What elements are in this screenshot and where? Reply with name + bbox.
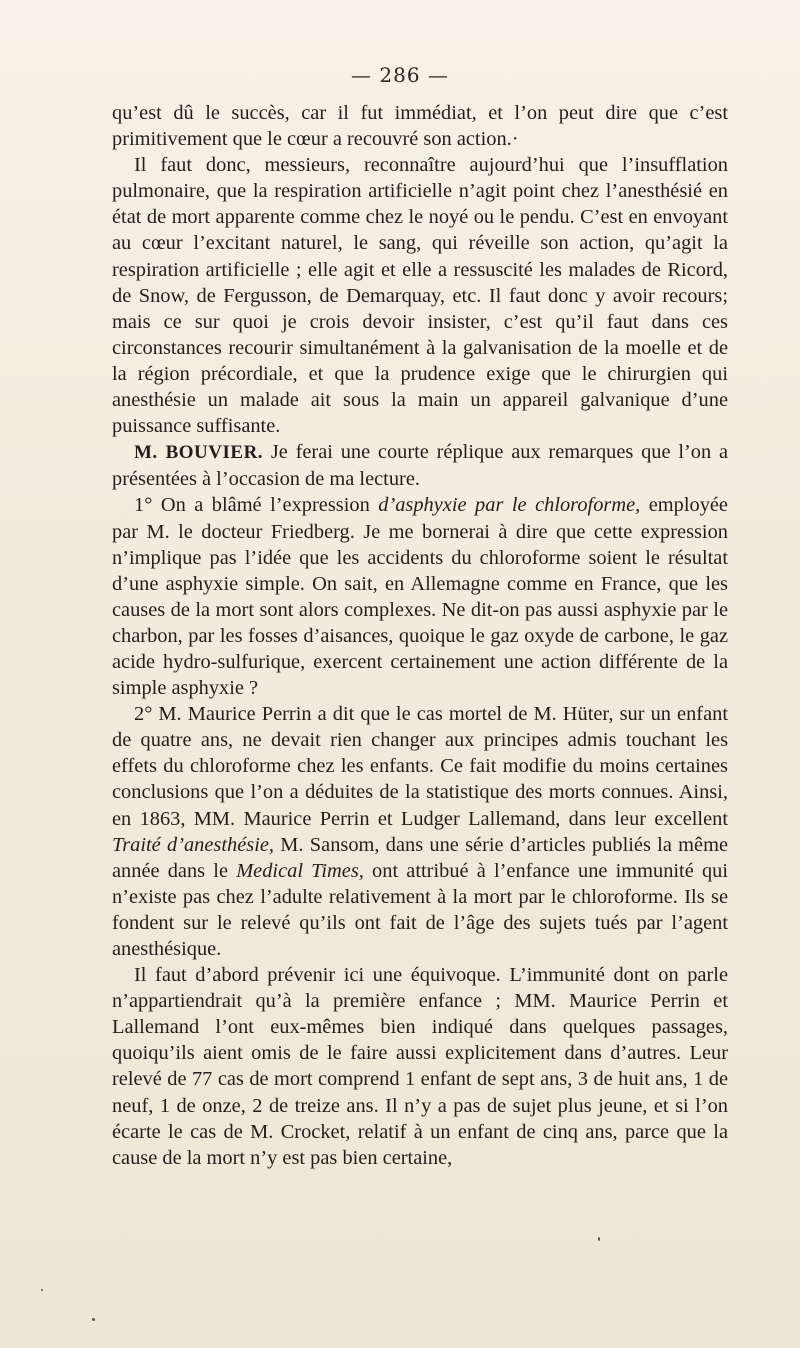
page-number: — 286 — <box>351 63 449 87</box>
italic-expression: d’asphyxie par le chloroforme, <box>378 494 641 517</box>
paragraph-text: M. Sansom, dans une série d’articles publiés la même année dans le <box>112 833 728 882</box>
paragraph-text: qu’est dû le succès, car il fut immédiat, et l’on peut dire que c’est primitivement que le cœur a recouvré son action.· <box>112 102 728 151</box>
paragraph-text: Il faut donc, messieurs, reconnaître aujourd’hui que l’insufflation pulmonaire, que la respiration artificielle n’agit point chez l’anesthésié en état de mort apparente comme chez le noyé ou le pendu. C’est en envoyant au cœur l’excitant naturel, le sang, qui réveille son action, qu’agit la respiration artificielle ; elle agit et elle a ressuscité les malades de Ricord, de Snow, de Fergusson, de Demarquay, etc. Il faut donc y avoir recours; mais ce sur quoi je crois devoir insister, c’est qu’il faut dans ces circonstances recourir simultanément à la galvanisation de la moelle et de la région précordiale, et que la prudence exige que le chirurgien qui anesthésie un malade ait sous la main un appareil galvanique d’une puissance suffisante. <box>112 154 728 438</box>
paragraph <box>112 492 728 701</box>
paragraph-text: ont attribué à l’enfance une immunité qui n’existe pas chez l’adulte relativement à la mort par le chloroforme. Ils se fondent sur le relevé qu’ils ont fait de l’âge des sujets tués par l’agent anesthésique. <box>112 859 729 960</box>
paragraph <box>112 152 728 439</box>
paragraph-text: employée par M. le docteur Friedberg. Je me bornerai à dire que cette expression n’implique pas l’idée que les accidents du chloroforme soient le résultat d’une asphyxie simple. On sait, en Allemagne comme en France, que les causes de la mort sont alors complexes. Ne dit-on pas aussi asphyxie par le charbon, par les fosses d’aisances, quoique le gaz oxyde de carbone, le gaz acide hydro-sulfurique, exercent certainement une action différente de la simple asphyxie ? <box>112 494 728 700</box>
paragraph <box>112 962 728 1171</box>
paper-speck <box>41 1289 43 1291</box>
paragraph-text: Je ferai une courte réplique aux remarques que l’on a présentées à l’occasion de ma lecture. <box>112 441 728 491</box>
body-text <box>112 100 728 1171</box>
paper-speck <box>598 1237 600 1241</box>
paragraph-text: 1° On a blâmé l’expression <box>134 494 379 517</box>
paragraph-text: Il faut d’abord prévenir ici une équivoque. L’immunité dont on parle n’appartiendrait qu’à la première enfance ; MM. Maurice Perrin et Lallemand l’ont eux-mêmes bien indiqué dans quelques passages, quoiqu’ils aient omis de le faire aussi explicitement dans d’autres. Leur relevé de 77 cas de mort comprend 1 enfant de sept ans, 3 de huit ans, 1 de neuf, 1 de onze, 2 de treize ans. Il n’y a pas de sujet plus jeune, et si l’on écarte le cas de M. Crocket, relatif à un enfant de cinq ans, parce que la cause de la mort n’y est pas bien certaine, <box>112 964 728 1169</box>
paragraph <box>112 100 728 152</box>
paragraph <box>112 439 728 492</box>
paragraph-text: 2° M. Maurice Perrin a dit que le cas mortel de M. Hüter, sur un enfant de quatre ans, ne devait rien changer aux principes admis touchant les effets du chloroforme chez les enfants. Ce fait modifie du moins certaines conclusions que l’on a déduites de la statistique des morts connues. Ainsi, en 1863, MM. Maurice Perrin et Ludger Lallemand, dans leur excellent <box>112 703 728 830</box>
journal-title: Medical Times, <box>236 859 364 882</box>
paper-speck <box>92 1318 95 1321</box>
speaker-name: M. BOUVIER. <box>134 442 264 464</box>
book-title: Traité d’anesthésie, <box>112 833 275 856</box>
paragraph <box>112 701 728 962</box>
